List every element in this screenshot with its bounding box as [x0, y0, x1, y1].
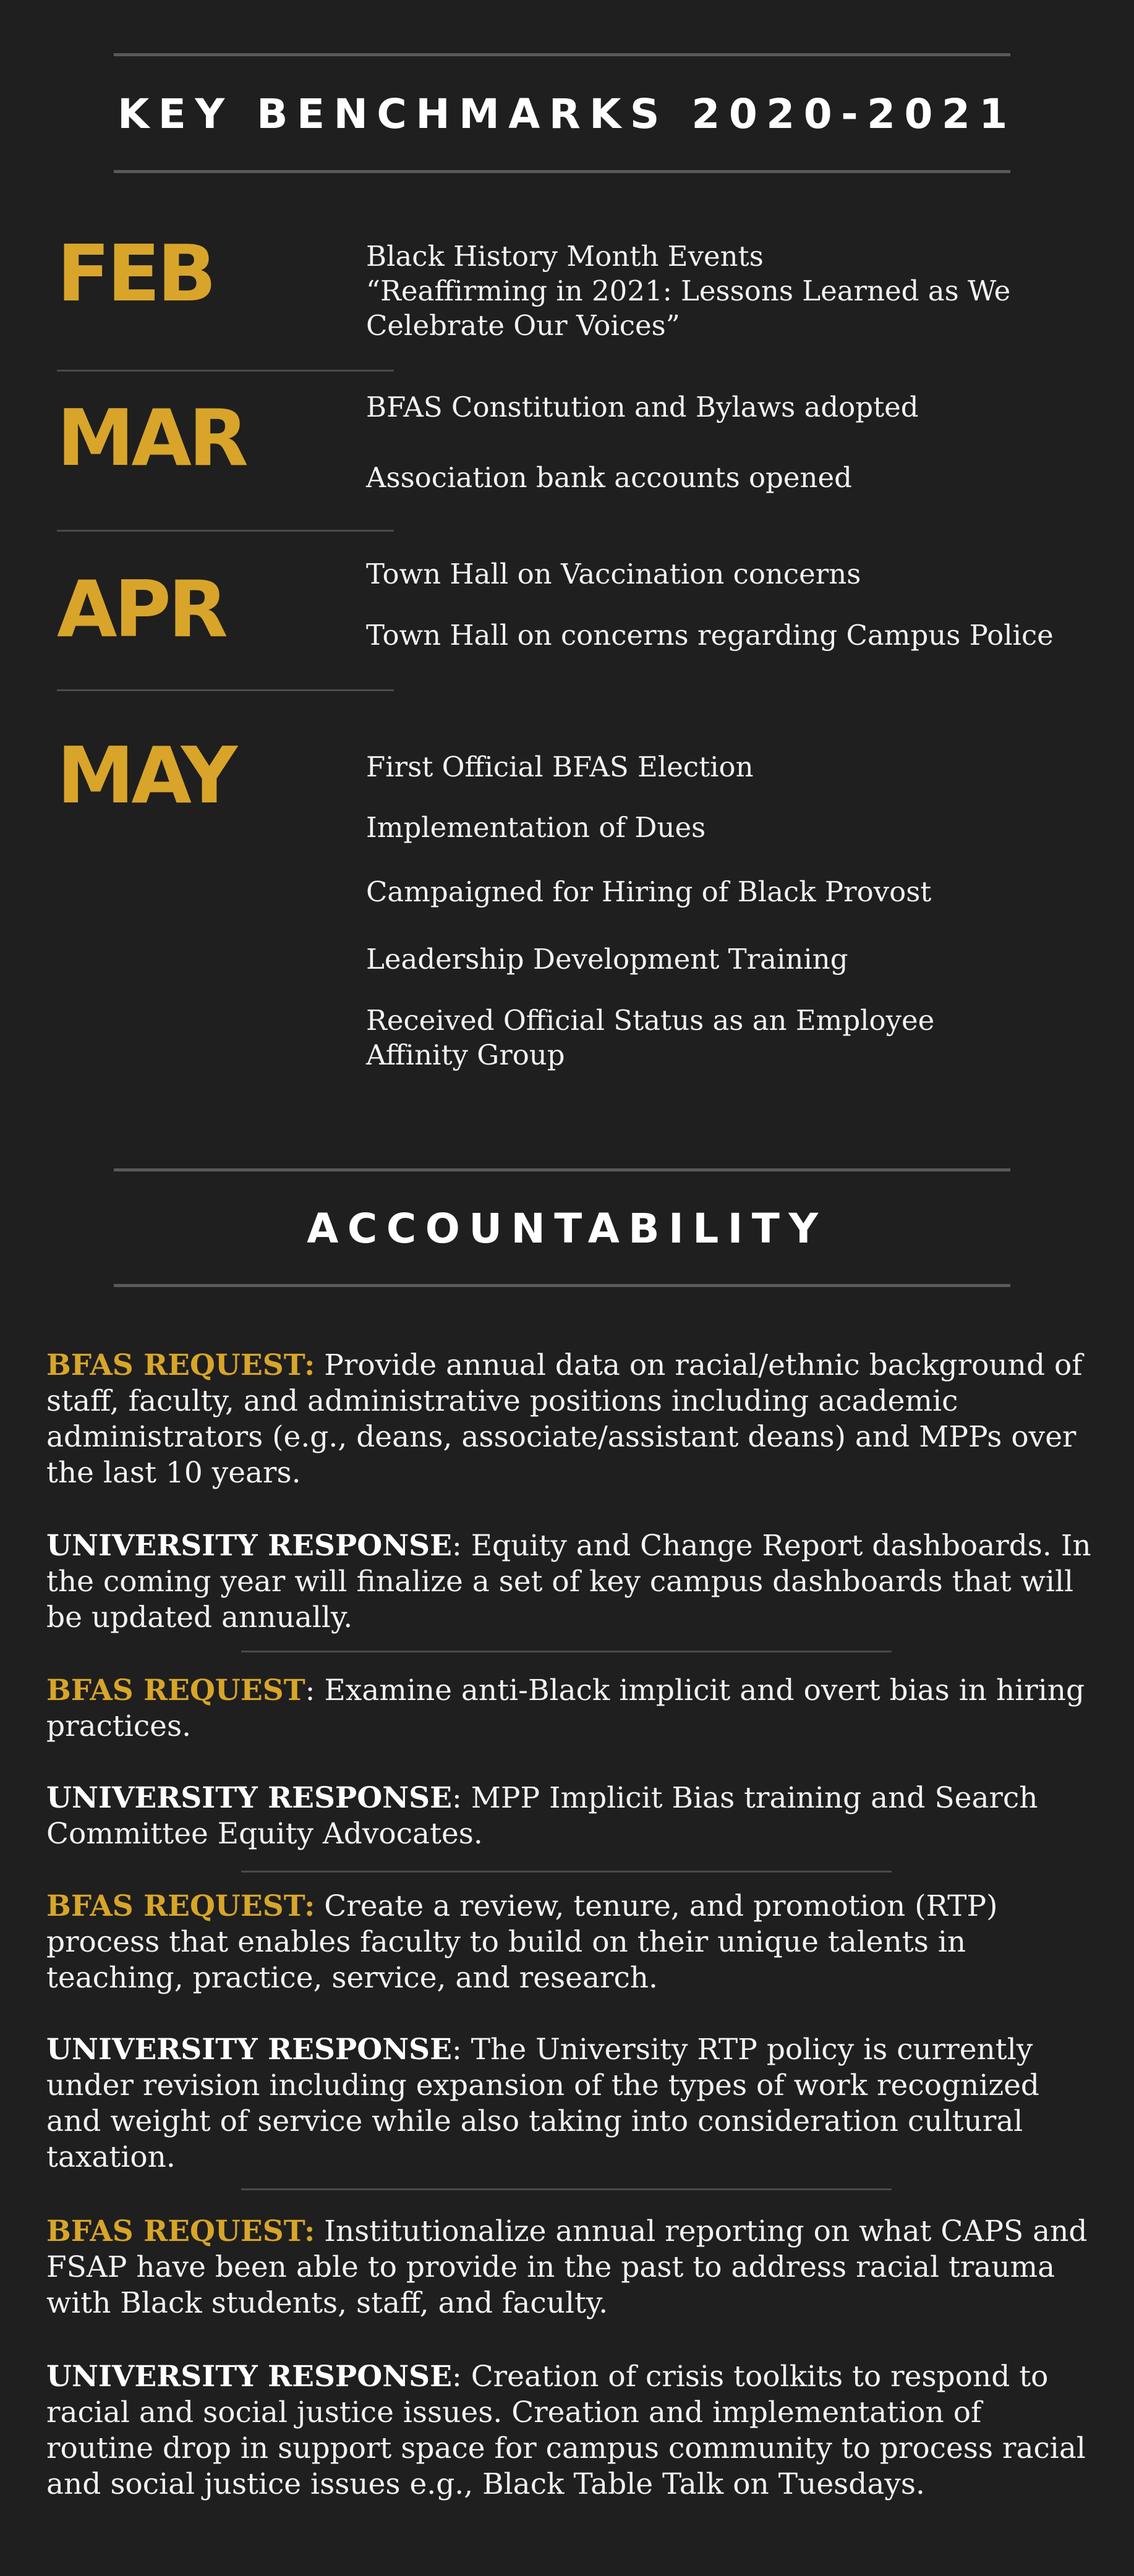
accountability-title: ACCOUNTABILITY — [307, 1205, 827, 1252]
request-1 — [46, 1348, 1098, 1491]
response-2 — [46, 1780, 1098, 1852]
may-entry-1: First Official BFAS Election — [366, 750, 754, 783]
request-3 — [46, 1889, 1098, 1996]
item-divider-2 — [241, 1871, 892, 1872]
request-2 — [46, 1673, 1098, 1745]
request-4 — [46, 2214, 1098, 2321]
item-divider-1 — [241, 1651, 892, 1652]
benchmarks-title: KEY BENCHMARKS 2020-2021 — [117, 90, 1017, 138]
apr-entry-1: Town Hall on Vaccination concerns — [366, 558, 861, 590]
apr-entry-2: Town Hall on concerns regarding Campus Police — [366, 619, 1054, 652]
may-entry-4: Leadership Development Training — [366, 943, 848, 976]
response-text: : Creation of crisis toolkits to respond to racial and social justice issues. Creation and implementation of routine drop in support space for campus community to process racial and social justice issues e.g., Black Table Talk on Tuesdays. — [46, 2360, 1086, 2501]
feb-entry-1: Black History Month Events “Reaffirming in 2021: Lessons Learned as We Celebrate Our Voices” — [366, 240, 1011, 342]
top-rule-lower — [114, 170, 1010, 173]
request-label: BFAS REQUEST: — [46, 1348, 315, 1382]
month-divider-2 — [57, 530, 394, 532]
response-1 — [46, 1528, 1098, 1636]
month-mar: MAR — [57, 393, 245, 483]
month-apr: APR — [57, 564, 225, 655]
response-4 — [46, 2359, 1098, 2502]
accountability-rule-lower — [114, 1284, 1010, 1287]
response-label: UNIVERSITY RESPONSE — [46, 1781, 452, 1815]
response-label: UNIVERSITY RESPONSE — [46, 2033, 452, 2067]
may-entry-3: Campaigned for Hiring of Black Provost — [366, 875, 932, 908]
may-entry-5: Received Official Status as an Employee Affinity Group — [366, 1004, 935, 1071]
item-divider-3 — [241, 2188, 892, 2190]
top-rule-upper — [114, 53, 1010, 56]
request-text: : Examine anti-Black implicit and overt bias in hiring practices. — [46, 1673, 1085, 1743]
request-label: BFAS REQUEST: — [46, 2214, 315, 2248]
request-text: Provide annual data on racial/ethnic background of staff, faculty, and administrative positions including academic administrators (e.g., deans, associate/assistant deans) and MPPs over the last 10 years. — [46, 1348, 1083, 1490]
may-entry-2: Implementation of Dues — [366, 811, 706, 844]
month-feb: FEB — [57, 228, 214, 319]
response-label: UNIVERSITY RESPONSE — [46, 1529, 452, 1563]
request-label: BFAS REQUEST — [46, 1673, 305, 1707]
request-label: BFAS REQUEST: — [46, 1889, 315, 1923]
accountability-rule-upper — [114, 1168, 1010, 1171]
mar-entry-2: Association bank accounts opened — [366, 461, 852, 494]
request-text: Create a review, tenure, and promotion (RTP) process that enables faculty to build on their unique talents in teaching, practice, service, and research. — [46, 1889, 998, 1995]
response-3 — [46, 2032, 1098, 2175]
response-text: : Equity and Change Report dashboards. In the coming year will finalize a set of key campus dashboards that will be updated annually. — [46, 1529, 1091, 1634]
response-text: : The University RTP policy is currently under revision including expansion of the types of work recognized and weight of service while also taking into consideration cultural taxation. — [46, 2033, 1040, 2174]
mar-entry-1: BFAS Constitution and Bylaws adopted — [366, 391, 919, 423]
month-divider-3 — [57, 689, 394, 691]
month-may: MAY — [57, 730, 235, 821]
response-label: UNIVERSITY RESPONSE — [46, 2360, 452, 2394]
month-divider-1 — [57, 370, 394, 372]
response-text: : MPP Implicit Bias training and Search Committee Equity Advocates. — [46, 1781, 1038, 1851]
request-text: Institutionalize annual reporting on what CAPS and FSAP have been able to provide in the past to address racial trauma with Black students, staff, and faculty. — [46, 2214, 1088, 2320]
